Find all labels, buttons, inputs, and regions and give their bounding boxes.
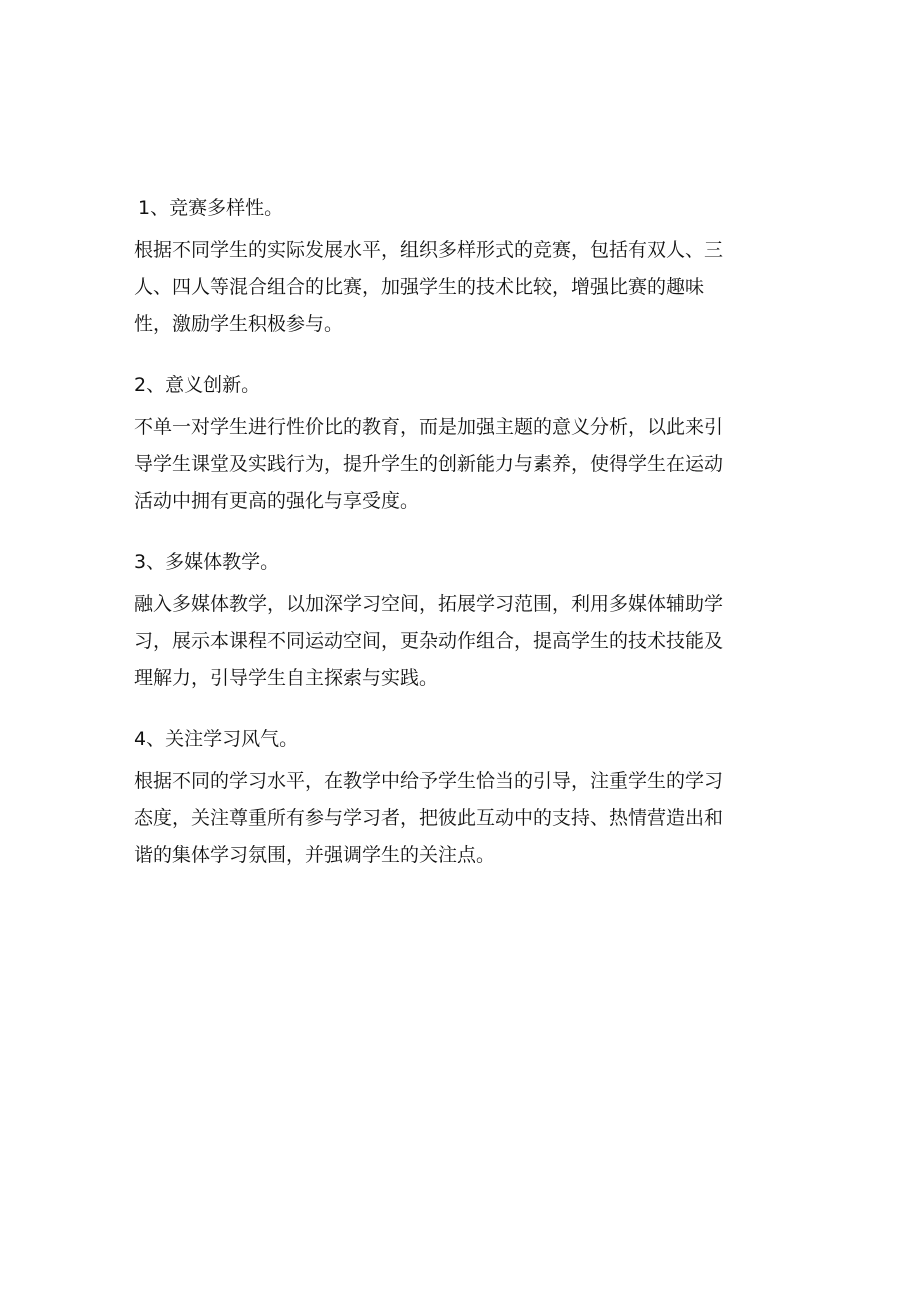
section-heading: 1、竞赛多样性。 (138, 197, 284, 219)
paragraph-line: 理解力，引导学生自主探索与实践。 (134, 667, 439, 689)
paragraph-line: 根据不同的学习水平，在教学中给予学生恰当的引导，注重学生的学习 (134, 770, 724, 792)
section-3 (134, 548, 774, 697)
paragraph-line: 人、四人等混合组合的比赛，加强学生的技术比较，增强比赛的趣味 (134, 276, 705, 298)
document-body (134, 194, 774, 902)
paragraph-line: 融入多媒体教学，以加深学习空间，拓展学习范围，利用多媒体辅助学 (134, 593, 724, 615)
paragraph-line: 谐的集体学习氛围，并强调学生的关注点。 (134, 844, 496, 866)
paragraph-line: 活动中拥有更高的强化与享受度。 (134, 490, 420, 512)
section-paragraph (134, 232, 774, 343)
paragraph-line: 不单一对学生进行性价比的教育，而是加强主题的意义分析，以此来引 (134, 416, 724, 438)
paragraph-line: 习，展示本课程不同运动空间，更杂动作组合，提高学生的技术技能及 (134, 630, 724, 652)
section-heading: 3、多媒体教学。 (134, 551, 280, 573)
paragraph-line: 态度，关注尊重所有参与学习者，把彼此互动中的支持、热情营造出和 (134, 807, 724, 829)
paragraph-line: 根据不同学生的实际发展水平，组织多样形式的竞赛，包括有双人、三 (134, 239, 724, 261)
section-1 (134, 194, 774, 343)
section-heading: 2、意义创新。 (134, 374, 261, 396)
section-paragraph (134, 409, 774, 520)
section-paragraph (134, 763, 774, 874)
paragraph-line: 导学生课堂及实践行为，提升学生的创新能力与素养，使得学生在运动 (134, 453, 724, 475)
section-heading: 4、关注学习风气。 (134, 728, 299, 750)
paragraph-line: 性，激励学生积极参与。 (134, 313, 344, 335)
section-4 (134, 725, 774, 874)
section-paragraph (134, 586, 774, 697)
section-2 (134, 371, 774, 520)
